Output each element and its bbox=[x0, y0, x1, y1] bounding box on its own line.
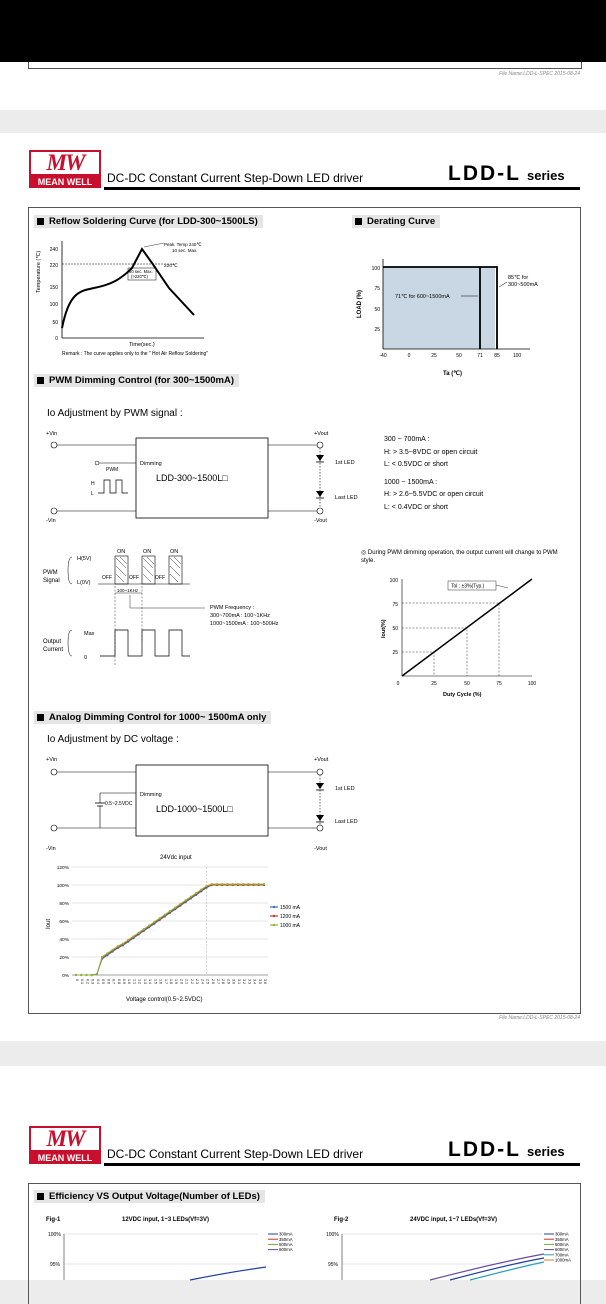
efficiency-legend-label: 350mA bbox=[555, 1236, 569, 1242]
pwm-on-2: ON bbox=[143, 549, 152, 555]
duty-xlabel: Duty Cycle (%) bbox=[443, 692, 482, 698]
analog-xtick: 2.5 bbox=[205, 979, 210, 984]
analog-xtick: 2.2 bbox=[189, 979, 194, 984]
reflow-ylabel: Temperature (℃) bbox=[36, 250, 42, 293]
analog-xtick: 1.6 bbox=[158, 979, 163, 984]
pwm-spec-a-l: L: < 0.5VDC or short bbox=[384, 461, 449, 468]
analog-xtick: 0.6 bbox=[106, 979, 111, 984]
derating-ytick-50: 50 bbox=[374, 307, 380, 313]
header-rule bbox=[104, 187, 580, 190]
analog-xtick: 1.0 bbox=[127, 979, 132, 984]
logo-meanwell: MEAN WELL bbox=[29, 176, 101, 188]
spec-page-2 bbox=[0, 1066, 606, 1280]
reflow-window-note-2: (>220℃) bbox=[131, 274, 148, 279]
analog-dimming-label: Dimming bbox=[140, 792, 162, 798]
pwm-l: L bbox=[91, 491, 94, 497]
analog-circuit bbox=[40, 753, 370, 853]
fig1-y100: 100% bbox=[48, 1232, 61, 1238]
analog-xtick: 1.2 bbox=[137, 979, 142, 984]
reflow-tick-150: 150 bbox=[49, 285, 58, 291]
pwm-first-led: 1st LED bbox=[335, 460, 355, 466]
series-title-2 bbox=[448, 1138, 565, 1162]
analog-vsrc: 0.5~2.5VDC bbox=[105, 801, 133, 807]
analog-xtick: 1.4 bbox=[148, 979, 153, 984]
analog-xtick: 2.4 bbox=[200, 979, 205, 984]
analog-xtick: 0.2 bbox=[85, 979, 90, 984]
analog-point bbox=[138, 932, 140, 934]
pwm-spec-b-h: H: > 2.6~5.5VDC or open circuit bbox=[384, 491, 484, 498]
duty-ylabel: Iout(%) bbox=[381, 619, 387, 638]
analog-point bbox=[179, 903, 181, 905]
duty-ytick-25: 25 bbox=[392, 650, 398, 656]
analog-point bbox=[252, 883, 254, 885]
duty-xtick-75: 75 bbox=[496, 681, 502, 687]
analog-point bbox=[164, 914, 166, 916]
analog-xtick: 0.4 bbox=[95, 979, 100, 984]
analog-point bbox=[80, 974, 82, 976]
pwm-square-mini bbox=[98, 480, 128, 493]
pwm-freq-title: PWM Frequency : bbox=[210, 605, 255, 611]
analog-subtitle: Io Adjustment by DC voltage : bbox=[47, 734, 179, 745]
pwm-note: ◎ During PWM dimming operation, the output current will change to PWM style. bbox=[361, 550, 558, 564]
pwm-period: 100~1KHz bbox=[117, 588, 139, 593]
led-1-symbol bbox=[316, 455, 324, 461]
analog-series-line bbox=[76, 885, 264, 975]
duty-ytick-50: 50 bbox=[392, 626, 398, 632]
pwm-off-2: OFF bbox=[129, 575, 139, 581]
derating-xtick-100: 100 bbox=[512, 353, 522, 359]
fig2-label: Fig-2 bbox=[334, 1217, 349, 1223]
fig1-label: Fig-1 bbox=[46, 1217, 61, 1223]
series-name: LDD-L bbox=[448, 162, 521, 185]
pwm-h5v: H(5V) bbox=[77, 556, 92, 562]
pwm-spec-a-h: H: > 3.5~8VDC or open circuit bbox=[384, 448, 478, 456]
analog-point bbox=[242, 883, 244, 885]
analog-xtick: 0.3 bbox=[90, 979, 95, 984]
derating-note-85-2: 300~500mA bbox=[508, 282, 538, 288]
analog-chart-title: 24Vdc input bbox=[160, 855, 192, 861]
analog-xtick: 0 bbox=[75, 979, 79, 981]
analog-legend-marker bbox=[273, 915, 275, 917]
analog-point bbox=[211, 883, 213, 885]
analog-point bbox=[127, 939, 129, 941]
analog-ytick: 0% bbox=[62, 974, 69, 979]
pwm-pwm-label: PWM bbox=[106, 467, 119, 473]
analog-ytick: 120% bbox=[56, 866, 69, 871]
efficiency-legend-label: 350mA bbox=[279, 1236, 293, 1242]
header-subtitle: DC-DC Constant Current Step-Down LED driver bbox=[107, 171, 364, 185]
analog-point bbox=[221, 883, 223, 885]
analog-point bbox=[200, 888, 202, 890]
reflow-peak-note-2: 10 sec. Max. bbox=[172, 248, 198, 253]
analog-ytick: 80% bbox=[59, 902, 69, 907]
pwm-h: H bbox=[91, 481, 95, 487]
analog-section-title: Analog Dimming Control for 1000~ 1500mA only bbox=[34, 711, 271, 724]
analog-xtick: 1.7 bbox=[163, 979, 168, 984]
analog-legend-marker bbox=[273, 924, 275, 926]
analog-point bbox=[143, 928, 145, 930]
derating-xtick-m40: -40 bbox=[379, 353, 387, 359]
pwm-dimming-label: Dimming bbox=[140, 461, 162, 467]
analog-point bbox=[106, 952, 108, 954]
previous-page bbox=[0, 62, 606, 110]
analog-xtick: 3.6 bbox=[263, 979, 267, 984]
derating-ytick-100: 100 bbox=[371, 266, 380, 272]
analog-xtick: 1.8 bbox=[169, 979, 173, 984]
derating-xtick-85: 85 bbox=[494, 353, 500, 359]
analog-model: LDD-1000~1500L□ bbox=[156, 804, 233, 814]
analog-xtick: 0.1 bbox=[80, 979, 85, 984]
series-word-2: series bbox=[526, 1144, 565, 1159]
analog-series-line bbox=[76, 884, 264, 975]
analog-point bbox=[195, 892, 197, 894]
derating-arrow-85 bbox=[499, 282, 507, 287]
logo-mw-2: MW bbox=[29, 1126, 101, 1152]
derating-ylabel: LOAD (%) bbox=[357, 290, 363, 318]
fig1-title: 12VDC input, 1~3 LEDs(Vf=3V) bbox=[122, 1217, 210, 1223]
file-name: File Name:LDD-L-SPEC 2015-08-24 bbox=[499, 71, 580, 77]
derating-ytick-75: 75 bbox=[374, 286, 380, 292]
reflow-remark: Remark : The curve applies only to the " Hot Air Reflow Soldering" bbox=[62, 351, 209, 357]
analog-point bbox=[237, 883, 239, 885]
analog-point bbox=[117, 945, 119, 947]
analog-ytick: 40% bbox=[59, 938, 69, 943]
pwm-freq-1: 300~700mA : 100~1KHz bbox=[210, 613, 270, 619]
analog-point bbox=[101, 956, 103, 958]
analog-xtick: 2.8 bbox=[221, 979, 226, 984]
analog-point bbox=[169, 910, 171, 912]
series-word: series bbox=[526, 168, 565, 183]
pwm-vin-plus: +Vin bbox=[46, 431, 58, 437]
derating-note-71: 71℃ for 600~1500mA bbox=[395, 294, 450, 300]
reflow-tick-220: 220 bbox=[49, 263, 58, 269]
pwm-vin-minus: -Vin bbox=[46, 518, 56, 524]
pwm-vout-plus: +Vout bbox=[314, 431, 329, 437]
header-rule-2 bbox=[104, 1163, 580, 1166]
fig1-y95: 95% bbox=[50, 1262, 61, 1268]
efficiency-section-title: Efficiency VS Output Voltage(Number of LEDs) bbox=[34, 1190, 265, 1203]
pwm-spec-b-title: 1000 ~ 1500mA : bbox=[384, 478, 438, 486]
analog-point bbox=[205, 885, 207, 887]
fig2-title: 24VDC input, 1~7 LEDs(Vf=3V) bbox=[410, 1217, 498, 1223]
efficiency-legend-label: 500mA bbox=[279, 1242, 293, 1247]
efficiency-legend-label: 600mA bbox=[279, 1247, 293, 1253]
analog-xtick: 3.2 bbox=[242, 979, 247, 984]
duty-xtick-50: 50 bbox=[464, 681, 470, 687]
derating-xtick-0: 0 bbox=[407, 353, 411, 359]
reflow-tick-0: 0 bbox=[55, 336, 58, 342]
efficiency-legend-label: 500mA bbox=[555, 1242, 569, 1247]
logo-mw: MW bbox=[29, 150, 101, 176]
duty-xtick-0: 0 bbox=[396, 681, 400, 687]
analog-legend-label: 1000 mA bbox=[280, 923, 301, 929]
header-subtitle-2: DC-DC Constant Current Step-Down LED driver bbox=[107, 1147, 364, 1161]
analog-xtick: 3.3 bbox=[247, 979, 252, 984]
analog-ytick: 20% bbox=[59, 956, 69, 961]
efficiency-legend-label: 700mA bbox=[555, 1252, 569, 1258]
analog-point bbox=[232, 883, 234, 885]
pwm-spec-b-l: L: < 0.4VDC or short bbox=[384, 503, 449, 511]
pwm-spec-a-title: 300 ~ 700mA : bbox=[384, 436, 430, 443]
reflow-window-note-1: 60 sec. Max. bbox=[129, 269, 153, 274]
analog-point bbox=[75, 974, 77, 976]
fig1-curve-blue bbox=[190, 1267, 266, 1280]
output-current-wave bbox=[100, 630, 190, 656]
analog-ytick: 60% bbox=[59, 920, 69, 925]
pwm-signal-label-1: PWM bbox=[43, 570, 58, 576]
analog-point bbox=[263, 883, 265, 885]
led-last-symbol bbox=[316, 491, 324, 497]
fig2-y100: 100% bbox=[326, 1232, 339, 1238]
fig2-curve-2 bbox=[450, 1258, 544, 1280]
analog-xtick: 0.5 bbox=[101, 979, 106, 984]
fig2-y95: 95% bbox=[328, 1262, 339, 1268]
pwm-freq-2: 1000~1500mA : 100~500Hz bbox=[210, 621, 279, 627]
pwm-output-1: Output bbox=[43, 639, 62, 645]
analog-xtick: 2.9 bbox=[226, 979, 231, 984]
analog-point bbox=[174, 906, 176, 908]
analog-led-last-symbol bbox=[316, 815, 324, 821]
pwm-model: LDD-300~1500L□ bbox=[156, 473, 228, 483]
reflow-220-label: 220℃ bbox=[164, 264, 178, 269]
pwm-l0v: L(0V) bbox=[77, 580, 91, 586]
analog-point bbox=[148, 924, 150, 926]
analog-xtick: 2.0 bbox=[179, 979, 184, 984]
reflow-tick-240: 240 bbox=[49, 247, 58, 253]
fig2-curve-3 bbox=[470, 1262, 544, 1280]
pwm-max: Max bbox=[84, 631, 95, 637]
derating-xtick-25: 25 bbox=[431, 353, 437, 359]
derating-section-title: Derating Curve bbox=[352, 215, 440, 228]
analog-point bbox=[216, 883, 218, 885]
analog-xtick: 1.1 bbox=[132, 979, 137, 984]
pwm-output-2: Current bbox=[43, 647, 64, 653]
analog-point bbox=[85, 974, 87, 976]
analog-xtick: 2.7 bbox=[216, 979, 220, 984]
pwm-zero: 0 bbox=[84, 655, 88, 661]
analog-chart-ylabel: Iout bbox=[46, 918, 52, 929]
pwm-section-title: PWM Dimming Control (for 300~1500mA) bbox=[34, 374, 239, 387]
reflow-tick-100: 100 bbox=[49, 302, 58, 308]
reflow-section-title: Reflow Soldering Curve (for LDD-300~1500LS) bbox=[34, 215, 263, 228]
duty-xtick-100: 100 bbox=[527, 681, 537, 687]
previous-frame-bottom bbox=[28, 62, 582, 69]
pwm-off-3: OFF bbox=[155, 575, 165, 581]
duty-cycle-chart bbox=[370, 573, 545, 698]
meanwell-logo-2 bbox=[29, 1126, 101, 1164]
analog-xtick: 3.5 bbox=[257, 979, 262, 984]
efficiency-legend-label: 300mA bbox=[279, 1231, 293, 1237]
analog-chart-xlabel: Voltage control(0.5~2.5VDC) bbox=[126, 997, 203, 1003]
analog-point bbox=[91, 974, 93, 976]
analog-vin-plus: +Vin bbox=[46, 757, 58, 763]
efficiency-legend-label: 300mA bbox=[555, 1231, 569, 1237]
pwm-waveform bbox=[40, 546, 370, 671]
meanwell-logo bbox=[29, 150, 101, 188]
analog-driver-box bbox=[136, 765, 268, 836]
analog-xtick: 1.9 bbox=[174, 979, 179, 984]
derating-xtick-50: 50 bbox=[456, 353, 462, 359]
reflow-peak-leader bbox=[144, 243, 164, 247]
efficiency-legend-label: 1000mA bbox=[555, 1257, 572, 1263]
analog-xtick: 0.9 bbox=[122, 979, 126, 984]
analog-led-1-symbol bbox=[316, 783, 324, 789]
analog-point bbox=[132, 935, 134, 937]
pwm-spec-block bbox=[384, 434, 483, 514]
analog-xtick: 0.7 bbox=[111, 979, 116, 984]
analog-series-line bbox=[76, 885, 264, 975]
analog-point bbox=[185, 899, 187, 901]
analog-xtick: 1.3 bbox=[142, 979, 147, 984]
series-title bbox=[448, 162, 565, 186]
pwm-last-led: Last LED bbox=[335, 495, 358, 501]
analog-xtick: 2.1 bbox=[184, 979, 189, 984]
pwm-on-1: ON bbox=[117, 549, 126, 555]
derating-note-85-1: 85℃ for bbox=[508, 275, 529, 281]
reflow-curve bbox=[62, 249, 194, 328]
reflow-xlabel: Time(sec.) bbox=[129, 342, 155, 348]
derating-xtick-71: 71 bbox=[477, 353, 483, 359]
analog-xtick: 3.0 bbox=[231, 979, 236, 984]
analog-point bbox=[158, 917, 160, 919]
analog-point bbox=[111, 949, 113, 951]
analog-ytick: 100% bbox=[56, 884, 69, 889]
series-name-2: LDD-L bbox=[448, 1138, 521, 1161]
pwm-circuit bbox=[40, 428, 370, 533]
pwm-vout-minus: -Vout bbox=[314, 518, 327, 524]
analog-point bbox=[122, 942, 124, 944]
pwm-on-3: ON bbox=[170, 549, 179, 555]
analog-point bbox=[258, 883, 260, 885]
reflow-tick-50: 50 bbox=[52, 320, 58, 326]
analog-vout-plus: +Vout bbox=[314, 757, 329, 763]
analog-legend-label: 1200 mA bbox=[280, 914, 301, 920]
reflow-chart bbox=[34, 233, 294, 368]
analog-vout-minus: -Vout bbox=[314, 846, 327, 852]
duty-tol: Tol : ±3%(Typ.) bbox=[451, 583, 485, 590]
file-name-2: File Name:LDD-L-SPEC 2015-08-24 bbox=[499, 1015, 580, 1021]
analog-legend-marker bbox=[273, 906, 275, 908]
analog-xtick: 2.6 bbox=[210, 979, 215, 984]
pwm-subtitle: Io Adjustment by PWM signal : bbox=[47, 408, 183, 419]
efficiency-legend-label: 600mA bbox=[555, 1247, 569, 1253]
spec-page bbox=[0, 133, 606, 1041]
analog-point bbox=[226, 883, 228, 885]
analog-dimming-chart bbox=[40, 851, 340, 1006]
derating-xlabel: Ta (℃) bbox=[443, 371, 462, 377]
analog-xtick: 3.4 bbox=[252, 979, 257, 984]
analog-xtick: 3.1 bbox=[236, 979, 241, 984]
analog-xtick: 0.8 bbox=[116, 979, 121, 984]
analog-point bbox=[153, 921, 155, 923]
analog-point bbox=[96, 973, 98, 975]
duty-ytick-75: 75 bbox=[392, 602, 398, 608]
analog-point bbox=[190, 896, 192, 898]
logo-meanwell-2: MEAN WELL bbox=[29, 1152, 101, 1164]
analog-vin-minus: -Vin bbox=[46, 846, 56, 852]
analog-first-led: 1st LED bbox=[335, 786, 355, 792]
pwm-off-1: OFF bbox=[102, 575, 112, 581]
pwm-signal-label-2: Signal bbox=[43, 578, 60, 584]
derating-chart bbox=[355, 253, 565, 381]
reflow-peak-note-1: Peak. Temp 240℃ bbox=[164, 242, 202, 247]
duty-xtick-25: 25 bbox=[431, 681, 437, 687]
efficiency-charts bbox=[30, 1212, 575, 1280]
derating-ytick-25: 25 bbox=[374, 327, 380, 333]
analog-point bbox=[247, 883, 249, 885]
analog-xtick: 2.3 bbox=[195, 979, 200, 984]
top-black-bar bbox=[0, 0, 606, 62]
analog-last-led: Last LED bbox=[335, 819, 358, 825]
derating-area bbox=[383, 267, 495, 349]
duty-ytick-100: 100 bbox=[389, 578, 398, 584]
analog-xtick: 1.5 bbox=[153, 979, 158, 984]
analog-legend-label: 1500 mA bbox=[280, 905, 301, 911]
